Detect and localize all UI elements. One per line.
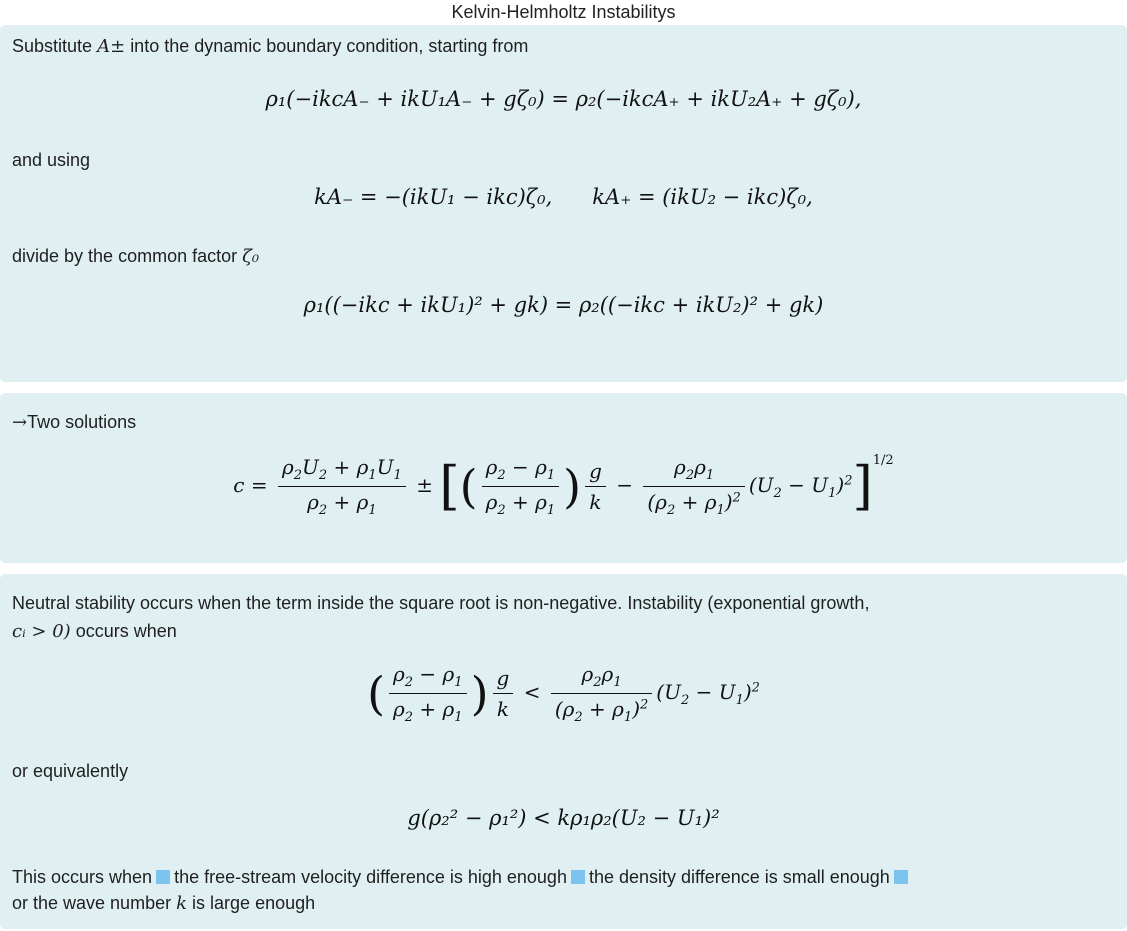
stability-panel bbox=[0, 574, 1127, 929]
wave-number-suffix: is large enough bbox=[192, 893, 316, 913]
conditions-prefix: This occurs when bbox=[12, 867, 153, 887]
solutions-equation: c = $\frac{\rho_2U_2 + \rho_1U_1}{\rho_2 + \rho_1}$ ± [( $\frac{\rho_2 - \rho_1}{\rho_2 + \rho_1}$ ) $\frac{g}{k}$ − $\frac{\rho_2\rho_1}{(\rho_2 + \rho_1)^2}$ $(U_2 - U_1)^2]^{1/2}$ bbox=[233, 453, 894, 518]
solutions-panel bbox=[0, 393, 1127, 563]
condition-density: the density difference is small enough bbox=[588, 867, 890, 887]
amplitude-relations-equation: kA₋ = −(ikU₁ − ikc)ζ₀, kA₊ = (ikU₂ − ikc)ζ₀, bbox=[314, 185, 813, 209]
solutions-heading bbox=[12, 409, 136, 436]
boundary-condition-equation: ρ₁(−ikcA₋ + ikU₁A₋ + gζ₀) = ρ₂(−ikcA₊ + ikU₂A₊ + gζ₀), bbox=[265, 87, 862, 111]
equivalent-inequality: g(ρ₂² − ρ₁²) < kρ₁ρ₂(U₂ − U₁)² bbox=[407, 806, 720, 830]
occurs-when-label: occurs when bbox=[75, 621, 177, 641]
intro-text bbox=[12, 33, 528, 60]
zeta-symbol: ζ₀ bbox=[242, 246, 260, 267]
intro-prefix: Substitute bbox=[12, 36, 93, 56]
conditions-list bbox=[12, 864, 1112, 917]
solutions-label: Two solutions bbox=[27, 412, 137, 432]
instability-condition-text bbox=[12, 618, 177, 645]
bullet-icon bbox=[894, 870, 908, 884]
condition-velocity: the free-stream velocity difference is high enough bbox=[174, 867, 567, 887]
simplified-equation: ρ₁((−ikc + ikU₁)² + gk) = ρ₂((−ikc + ikU₂)² + gk) bbox=[303, 293, 824, 317]
and-using-text: and using bbox=[12, 150, 91, 170]
divide-text bbox=[12, 243, 259, 270]
divide-prefix: divide by the common factor bbox=[12, 246, 238, 266]
neutral-stability-text: Neutral stability occurs when the term inside the square root is non-negative. Instability (exponential growth, bbox=[12, 593, 870, 613]
bullet-icon bbox=[571, 870, 585, 884]
intro-suffix: into the dynamic boundary condition, starting from bbox=[130, 36, 529, 56]
instability-inequality: ( $\frac{\rho_2 - \rho_1}{\rho_2 + \rho_1}$ ) $\frac{g}{k}$ < $\frac{\rho_2\rho_1}{(\rho_2 + \rho_1)^2}$ $(U_2 - U_1)^2$ bbox=[367, 662, 760, 725]
intro-symbol: A± bbox=[97, 36, 126, 57]
page-title: Kelvin-Helmholtz Instabilitys bbox=[451, 2, 676, 22]
growth-symbol: cᵢ > 0) bbox=[12, 621, 71, 642]
wave-number-symbol: k bbox=[176, 893, 188, 914]
equivalently-text: or equivalently bbox=[12, 761, 129, 781]
arrow-icon: → bbox=[12, 412, 28, 433]
derivation-panel bbox=[0, 25, 1127, 382]
wave-number-prefix: or the wave number bbox=[12, 893, 172, 913]
bullet-icon bbox=[156, 870, 170, 884]
